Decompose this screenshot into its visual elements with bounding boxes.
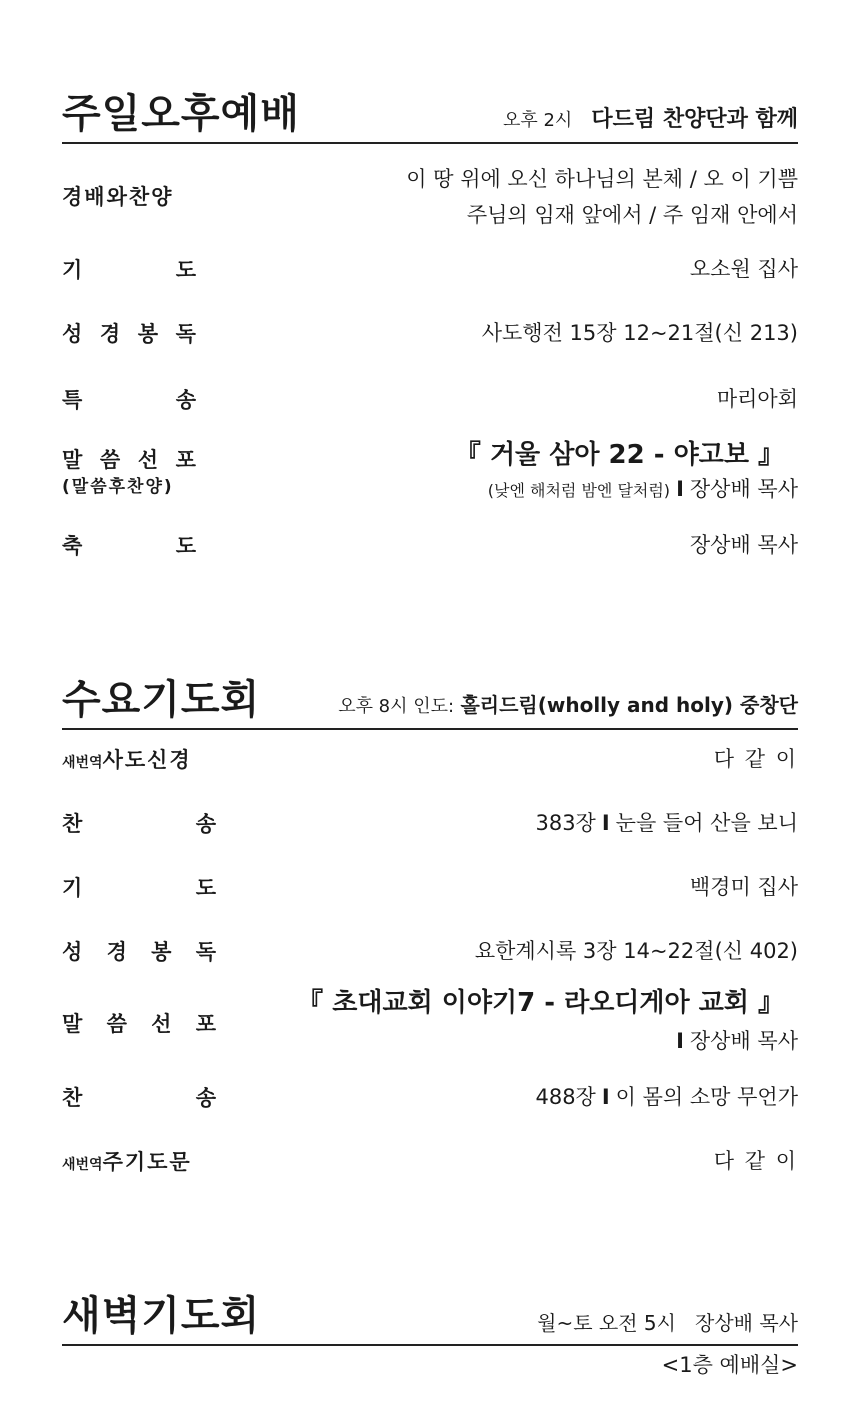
row-sub-label: (말씀후찬양) (62, 477, 174, 497)
row-label: 성 경 봉 독 (62, 322, 196, 346)
section-title: 주일오후예배 (62, 91, 300, 137)
after-sermon-song: (낮엔 해처럼 밤엔 달처럼) (487, 481, 671, 500)
section-meta (537, 1310, 798, 1336)
row-special-song (62, 384, 798, 416)
section-header (62, 1288, 798, 1346)
preacher: 장상배 목사 (689, 1029, 798, 1053)
separator-bar: I (601, 811, 610, 835)
row-label: 말 씀 선 포 (62, 448, 196, 472)
row-sermon (62, 988, 798, 1058)
praise-songs-line-2: 주님의 임재 앞에서 / 주 임재 안에서 (466, 203, 798, 227)
row-label: 찬 송 (62, 812, 216, 836)
row-label: 말 씀 선 포 (62, 1012, 216, 1036)
choir-name: 홀리드림(wholly and holy) 중창단 (460, 693, 798, 717)
worship-team: 다드림 찬양단과 함께 (591, 107, 798, 132)
row-value: 백경미 집사 (689, 875, 798, 899)
row-value: 요한계시록 3장 14~22절(신 402) (474, 939, 798, 963)
row-scripture (62, 318, 798, 350)
row-label: 축 도 (62, 534, 196, 558)
section-meta (338, 692, 798, 720)
hymn-number: 383장 (535, 811, 596, 835)
section-header (62, 86, 798, 144)
row-value (535, 808, 798, 838)
row-value (535, 1082, 798, 1112)
hymn-title: 이 몸의 소망 무언가 (615, 1085, 798, 1109)
row-value: 오소원 집사 (689, 257, 798, 281)
service-time: 월~토 오전 5시 (537, 1311, 676, 1335)
hymn-title: 눈을 들어 산을 보니 (615, 811, 798, 835)
row-prayer (62, 872, 798, 904)
section-header (62, 672, 798, 730)
service-time-leader: 오후 8시 인도: (338, 696, 455, 717)
separator-bar: I (601, 1085, 610, 1109)
row-label: 기 도 (62, 876, 216, 900)
sermon-title: 『 초대교회 이야기7 - 라오디게아 교회 』 (297, 988, 784, 1018)
location: <1층 예배실> (661, 1353, 798, 1377)
row-label: 성 경 봉 독 (62, 940, 216, 964)
row-value: 장상배 목사 (689, 533, 798, 557)
section-title: 수요기도회 (62, 677, 261, 723)
row-prayer (62, 254, 798, 286)
sunday-service-section (62, 86, 798, 144)
service-time: 오후 2시 (502, 110, 573, 131)
sermon-preacher-line (670, 1026, 798, 1056)
section-meta (503, 106, 798, 134)
praise-songs-line-1: 이 땅 위에 오신 하나님의 본체 / 오 이 기쁨 (406, 167, 798, 191)
preacher: 장상배 목사 (689, 477, 798, 501)
hymn-number: 488장 (535, 1085, 596, 1109)
leader: 장상배 목사 (695, 1311, 798, 1335)
sermon-title: 『 거울 삼아 22 - 야고보 』 (454, 440, 784, 470)
row-value: 다 같 이 (713, 1149, 798, 1173)
separator-bar: I (676, 477, 684, 501)
row-label: 기 도 (62, 258, 196, 282)
translation-prefix: 새번역 (62, 1157, 103, 1173)
row-apostles-creed (62, 744, 798, 776)
row-benediction (62, 530, 798, 562)
row-scripture (62, 936, 798, 968)
row-sermon (62, 440, 798, 508)
wednesday-service-section (62, 672, 798, 730)
row-label: 새번역사도신경 (62, 748, 192, 772)
translation-prefix: 새번역 (62, 755, 103, 771)
separator-bar: I (676, 1029, 684, 1053)
row-label: 찬 송 (62, 1086, 216, 1110)
row-label: 특 송 (62, 388, 196, 412)
row-praise (62, 162, 798, 232)
row-value: 다 같 이 (713, 747, 798, 771)
row-label: 경배와찬양 (62, 185, 174, 209)
row-hymn-1 (62, 808, 798, 840)
row-value: 마리아회 (716, 387, 798, 411)
row-value: 사도행전 15장 12~21절(신 213) (481, 321, 798, 345)
row-hymn-2 (62, 1082, 798, 1114)
row-lords-prayer (62, 1146, 798, 1178)
row-label: 새번역주기도문 (62, 1150, 192, 1174)
dawn-service-section (62, 1288, 798, 1346)
section-title: 새벽기도회 (62, 1293, 261, 1339)
sermon-preacher-line (488, 474, 798, 506)
